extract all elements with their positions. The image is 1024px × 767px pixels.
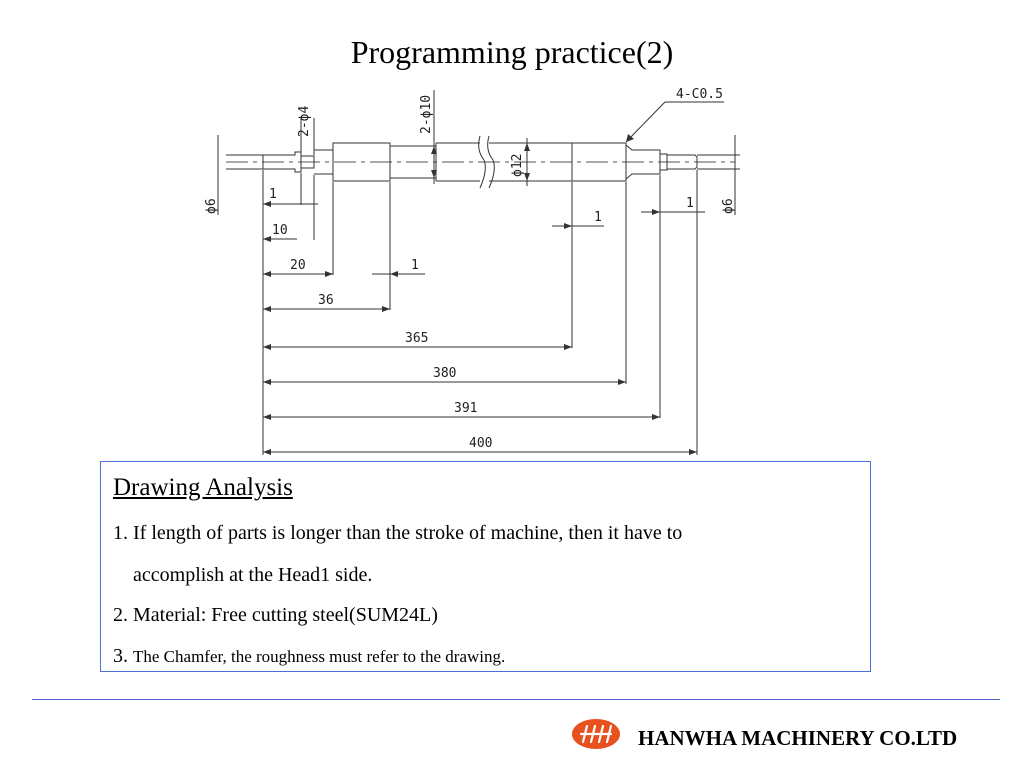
dim-1-mid: 1 <box>411 258 419 273</box>
analysis-heading: Drawing Analysis <box>113 474 293 501</box>
dim-chamfer: 4-C0.5 <box>676 87 723 102</box>
dim-groove-large: 2-ϕ10 <box>419 94 434 134</box>
dim-365: 365 <box>405 331 429 346</box>
slide-title: Programming practice(2) <box>350 34 674 70</box>
dim-groove-small: 2-ϕ4 <box>297 105 312 137</box>
dim-20: 20 <box>290 258 306 273</box>
dim-1-right-a: 1 <box>594 210 602 225</box>
dim-1-right-b: 1 <box>686 196 694 211</box>
item-text: If length of parts is longer than the stroke of machine, then it have to <box>133 522 683 544</box>
item-text: The Chamfer, the roughness must refer to the drawing. <box>133 647 506 666</box>
dim-10: 10 <box>272 223 288 238</box>
hanwha-logo-icon <box>571 718 621 750</box>
analysis-item-1 <box>113 522 682 545</box>
company-name: HANWHA MACHINERY CO.LTD <box>638 726 958 750</box>
item-number: 2. <box>113 604 128 626</box>
dim-dia-left: ϕ6 <box>204 198 219 214</box>
item-number: 3. <box>113 645 128 667</box>
drawing-analysis-box <box>100 461 871 672</box>
dim-36: 36 <box>318 293 334 308</box>
item-text: Material: Free cutting steel(SUM24L) <box>133 604 438 626</box>
analysis-item-3 <box>113 645 505 668</box>
dim-dia-right: ϕ6 <box>721 198 736 214</box>
analysis-item-2 <box>113 604 438 627</box>
analysis-item-1-cont: accomplish at the Head1 side. <box>133 564 373 586</box>
dim-380: 380 <box>433 366 457 381</box>
dim-1-left: 1 <box>269 187 277 202</box>
dim-391: 391 <box>454 401 478 416</box>
dim-400: 400 <box>469 436 493 451</box>
item-number: 1. <box>113 522 128 544</box>
dim-body: ϕ12 <box>510 153 525 177</box>
footer-divider <box>32 699 1000 700</box>
